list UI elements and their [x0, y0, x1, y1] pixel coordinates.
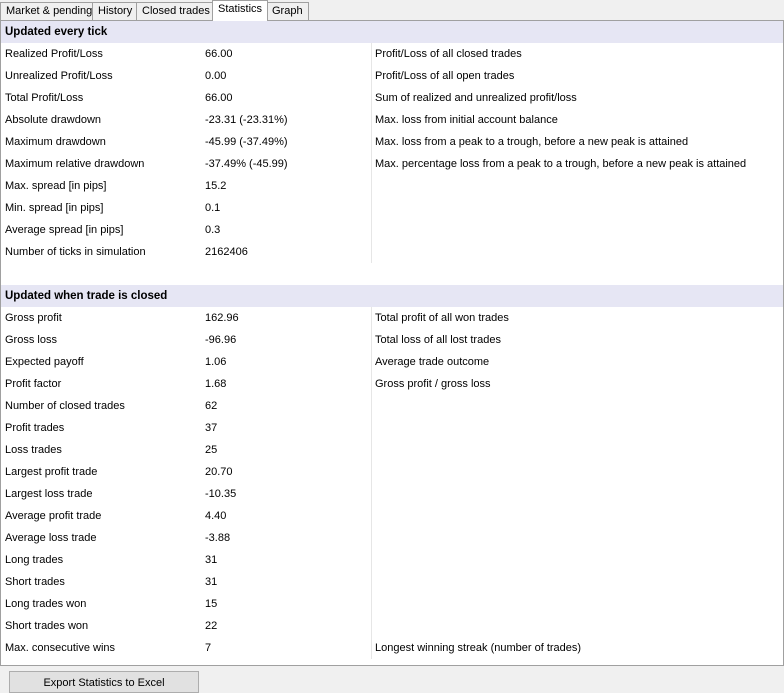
column-divider — [371, 461, 372, 483]
column-divider — [371, 65, 372, 87]
stat-row[interactable] — [1, 637, 783, 659]
column-divider — [371, 351, 372, 373]
tab-bar — [0, 0, 784, 21]
stat-description: Max. loss from initial account balance — [375, 114, 558, 126]
stat-row[interactable] — [1, 109, 783, 131]
stat-row[interactable] — [1, 439, 783, 461]
tab-graph[interactable]: Graph — [266, 2, 309, 20]
column-divider — [371, 395, 372, 417]
stat-row[interactable] — [1, 549, 783, 571]
column-divider — [371, 131, 372, 153]
tab-history[interactable]: History — [92, 2, 138, 20]
stat-value: -37.49% (-45.99) — [205, 158, 288, 170]
stat-description: Average trade outcome — [375, 356, 490, 368]
stat-label: Long trades won — [5, 598, 87, 610]
column-divider — [371, 197, 372, 219]
stat-label: Loss trades — [5, 444, 62, 456]
stat-label: Unrealized Profit/Loss — [5, 70, 113, 82]
section-spacer — [1, 263, 783, 285]
stat-value: 0.00 — [205, 70, 227, 82]
column-divider — [371, 219, 372, 241]
stat-row[interactable] — [1, 417, 783, 439]
stat-description: Profit/Loss of all open trades — [375, 70, 515, 82]
stat-value: 0.3 — [205, 224, 221, 236]
stat-value: 31 — [205, 576, 218, 588]
stat-row[interactable] — [1, 483, 783, 505]
section-header: Updated every tick — [1, 21, 783, 43]
stat-row[interactable] — [1, 571, 783, 593]
stat-value: 7 — [205, 642, 212, 654]
stat-label: Average profit trade — [5, 510, 102, 522]
stat-label: Profit factor — [5, 378, 62, 390]
stat-label: Short trades — [5, 576, 65, 588]
stat-label: Expected payoff — [5, 356, 84, 368]
stat-row[interactable] — [1, 461, 783, 483]
stat-value: 31 — [205, 554, 218, 566]
stat-value: 15 — [205, 598, 218, 610]
stat-row[interactable] — [1, 351, 783, 373]
column-divider — [371, 527, 372, 549]
stat-value: -45.99 (-37.49%) — [205, 136, 288, 148]
stat-label: Largest profit trade — [5, 466, 98, 478]
column-divider — [371, 153, 372, 175]
stat-label: Short trades won — [5, 620, 89, 632]
stat-label: Gross loss — [5, 334, 57, 346]
column-divider — [371, 505, 372, 527]
column-divider — [371, 87, 372, 109]
stat-value: 25 — [205, 444, 218, 456]
stat-row[interactable] — [1, 615, 783, 637]
stat-row[interactable] — [1, 241, 783, 263]
stat-row[interactable] — [1, 65, 783, 87]
column-divider — [371, 571, 372, 593]
stat-description: Longest winning streak (number of trades) — [375, 642, 582, 654]
column-divider — [371, 175, 372, 197]
stat-label: Maximum drawdown — [5, 136, 106, 148]
stat-value: 1.06 — [205, 356, 227, 368]
stat-label: Max. consecutive wins — [5, 642, 116, 654]
tab-market-pending[interactable]: Market & pending — [0, 2, 98, 20]
section-header: Updated when trade is closed — [1, 285, 783, 307]
stat-description: Sum of realized and unrealized profit/loss — [375, 92, 577, 104]
stat-row[interactable] — [1, 219, 783, 241]
stat-label: Number of ticks in simulation — [5, 246, 146, 258]
column-divider — [371, 373, 372, 395]
tab-statistics[interactable]: Statistics — [212, 0, 268, 21]
stat-label: Max. spread [in pips] — [5, 180, 107, 192]
stat-value: 37 — [205, 422, 218, 434]
stat-label: Absolute drawdown — [5, 114, 102, 126]
stat-value: -10.35 — [205, 488, 237, 500]
stat-value: 2162406 — [205, 246, 248, 258]
stat-description: Profit/Loss of all closed trades — [375, 48, 522, 60]
stat-label: Min. spread [in pips] — [5, 202, 104, 214]
stat-value: 4.40 — [205, 510, 227, 522]
column-divider — [371, 549, 372, 571]
stat-value: 20.70 — [205, 466, 233, 478]
stat-value: 66.00 — [205, 92, 233, 104]
column-divider — [371, 307, 372, 329]
stat-value: 66.00 — [205, 48, 233, 60]
stat-description: Total profit of all won trades — [375, 312, 509, 324]
stat-description: Max. percentage loss from a peak to a trough, before a new peak is attained — [375, 158, 747, 170]
stat-row[interactable] — [1, 373, 783, 395]
stat-row[interactable] — [1, 593, 783, 615]
statistics-table — [1, 21, 783, 659]
stat-description: Total loss of all lost trades — [375, 334, 501, 346]
column-divider — [371, 417, 372, 439]
stat-label: Largest loss trade — [5, 488, 93, 500]
stat-value: 22 — [205, 620, 218, 632]
stat-description: Gross profit / gross loss — [375, 378, 491, 390]
stat-row[interactable] — [1, 131, 783, 153]
column-divider — [371, 637, 372, 659]
bottom-toolbar — [0, 665, 784, 691]
stat-row[interactable] — [1, 87, 783, 109]
stat-row[interactable] — [1, 395, 783, 417]
stat-row[interactable] — [1, 505, 783, 527]
stat-row[interactable] — [1, 43, 783, 65]
stat-value: -23.31 (-23.31%) — [205, 114, 288, 126]
stat-value: 0.1 — [205, 202, 221, 214]
tab-closed-trades[interactable]: Closed trades — [136, 2, 216, 20]
column-divider — [371, 439, 372, 461]
column-divider — [371, 615, 372, 637]
column-divider — [371, 43, 372, 65]
stat-label: Maximum relative drawdown — [5, 158, 145, 170]
statistics-panel — [0, 21, 784, 665]
stat-value: 15.2 — [205, 180, 227, 192]
stat-row[interactable] — [1, 329, 783, 351]
stat-value: 1.68 — [205, 378, 227, 390]
column-divider — [371, 483, 372, 505]
stat-label: Realized Profit/Loss — [5, 48, 103, 60]
stat-row[interactable] — [1, 197, 783, 219]
stat-row[interactable] — [1, 175, 783, 197]
stat-row[interactable] — [1, 307, 783, 329]
stat-description: Max. loss from a peak to a trough, before a new peak is attained — [375, 136, 689, 148]
stat-value: -3.88 — [205, 532, 231, 544]
stat-label: Total Profit/Loss — [5, 92, 84, 104]
stat-label: Long trades — [5, 554, 64, 566]
stat-label: Average loss trade — [5, 532, 97, 544]
stat-label: Average spread [in pips] — [5, 224, 124, 236]
stat-label: Number of closed trades — [5, 400, 125, 412]
stat-value: 162.96 — [205, 312, 239, 324]
column-divider — [371, 329, 372, 351]
export-excel-button[interactable]: Export Statistics to Excel — [9, 671, 199, 693]
stat-label: Gross profit — [5, 312, 62, 324]
column-divider — [371, 241, 372, 263]
stat-label: Profit trades — [5, 422, 65, 434]
stat-value: 62 — [205, 400, 218, 412]
stat-row[interactable] — [1, 527, 783, 549]
column-divider — [371, 593, 372, 615]
stat-row[interactable] — [1, 153, 783, 175]
stat-value: -96.96 — [205, 334, 237, 346]
column-divider — [371, 109, 372, 131]
